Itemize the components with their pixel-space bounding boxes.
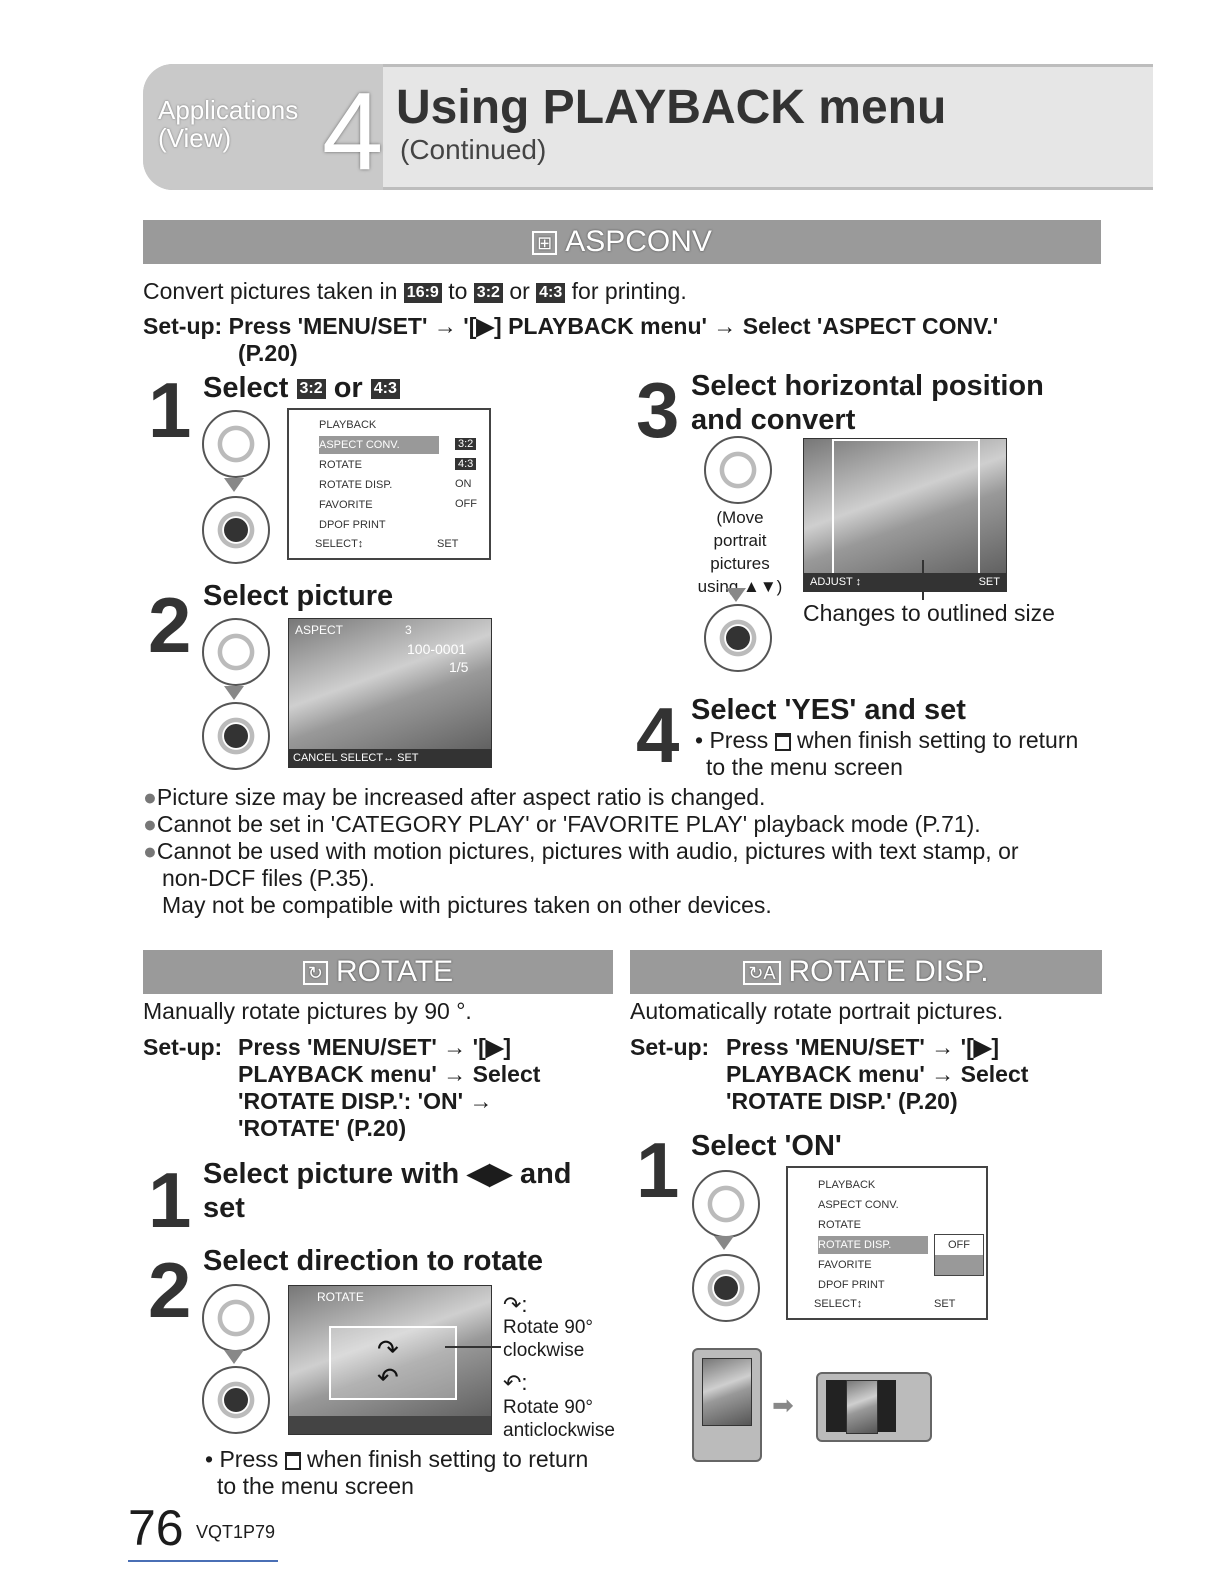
aspect-step1-number: 1 [148,366,192,454]
camera-screen [826,1380,896,1432]
rotate-note-line2: to the menu screen [217,1473,414,1499]
rotate-section-bar [143,950,613,994]
arrow-down-icon [714,1236,734,1250]
chapter-section-line2: (View) [158,123,232,153]
aspect-step1-or: or [333,372,363,404]
rotate-title: ROTATE [335,955,454,988]
aspect-intro-to: to [448,278,468,304]
aspect-intro-post: for printing. [571,278,687,304]
aspect-step4-note [695,727,1115,754]
note-text: Cannot be set in 'CATEGORY PLAY' or 'FAVORITE PLAY' playback mode (P.71). [156,811,981,837]
aspect-step4-number: 4 [636,691,680,779]
clockwise-label [503,1316,593,1362]
anticlockwise-label-line2: anticlockwise [503,1420,615,1441]
bullet-icon: ● [143,811,157,837]
caption-line2: pictures [710,554,770,573]
camera-landscape-icon [816,1372,932,1442]
aspect-step3-title-line2: and convert [691,404,856,436]
aspect-conv-section-bar [143,220,1101,264]
rotate-disp-setup-line3: 'ROTATE DISP.' (P.20) [726,1088,958,1114]
rotate-setup [238,1034,540,1142]
menu-item-favorite: FAVORITE [818,1259,872,1271]
ratio-3-2-icon: 3:2 [474,283,503,303]
aspect-setup-label: Set-up: [143,313,223,339]
caption-line3: using ▲▼) [697,577,783,596]
clockwise-symbol-icon: ↷: [503,1292,528,1317]
rotate-setup-label: Set-up: [143,1034,223,1060]
document-code: VQT1P79 [196,1522,276,1542]
menu-footer-select: SELECT↕ [814,1298,863,1310]
aspect-conv-title: ASPCONV [565,225,712,258]
rotate-setup-line3: 'ROTATE DISP.': 'ON' → [238,1088,493,1114]
chapter-section [158,96,298,152]
aspect-step4-note-line2: to the menu screen [706,754,903,780]
rotate-note [205,1446,625,1473]
aspect-picture-screen [288,618,492,768]
note-continuation: non-DCF files (P.35). [162,865,376,891]
menu-value-on: ON [455,478,472,490]
caption-line1: (Move portrait [713,508,767,550]
menu-value-off: OFF [948,1239,970,1251]
rotate-disp-icon: ↻A [743,961,780,985]
screen-file-number: 100-0001 [407,641,467,657]
cursor-button-up-down-icon [704,436,772,504]
note-press: • Press [695,727,769,753]
menu-set-button-icon [202,496,270,564]
rotate-screen [288,1285,492,1435]
callout-line [445,1346,501,1348]
rotate-disp-menu-screen [786,1166,988,1320]
menu-value-off: OFF [455,498,477,510]
aspect-step3-number: 3 [636,366,680,454]
note-text: Cannot be used with motion pictures, pictures with audio, pictures with text stamp, or [156,838,1019,864]
bullet-icon: ● [143,838,157,864]
menu-value-4-3: 4:3 [455,458,476,470]
rotate-disp-step1-number: 1 [636,1126,680,1214]
menu-set-button-icon [692,1254,760,1322]
page-subtitle: (Continued) [400,134,547,165]
menu-footer-set: SET [934,1298,956,1310]
menu-item-rotate: ROTATE [319,459,362,471]
note-item [143,838,1113,865]
ratio-4-3-icon: 4:3 [371,379,400,399]
menu-footer-set: SET [437,538,459,550]
rotated-picture [846,1380,878,1434]
trash-icon [775,733,791,751]
ratio-3-2-icon: 3:2 [297,379,326,399]
screen-top-mid: 3 [405,623,412,637]
anticlockwise-label-line1: Rotate 90° [503,1397,593,1418]
rotate-step1-number: 1 [148,1156,192,1244]
aspect-menu-screen [287,408,491,560]
screen-top-label: ASPECT [295,623,344,637]
arrow-down-icon [224,1350,244,1364]
rotate-disp-step1-title: Select 'ON' [691,1130,842,1162]
aspect-step1-title-pre: Select [203,372,289,404]
menu-footer-select: SELECT↕ [315,538,364,550]
rotate-disp-title: ROTATE DISP. [788,955,989,988]
menu-set-button-icon [202,702,270,770]
menu-header: PLAYBACK [319,419,377,431]
page-title: Using PLAYBACK menu [396,81,947,134]
ratio-16-9-icon: 16:9 [404,283,442,303]
rotate-disp-setup-label: Set-up: [630,1034,710,1060]
footer-rule [128,1560,278,1562]
aspect-step2-title: Select picture [203,580,394,612]
menu-header: PLAYBACK [818,1179,876,1191]
cursor-button-left-right-icon [202,618,270,686]
camera-portrait-icon [692,1348,762,1462]
rotate-disp-intro: Automatically rotate portrait pictures. [630,998,1004,1024]
callout-line [922,560,924,600]
menu-value-box [934,1234,984,1276]
screen-footer: CANCEL SELECT↔ SET [289,749,491,767]
menu-item-rotate: ROTATE [818,1219,861,1231]
aspect-step3-callout: Changes to outlined size [803,600,1055,626]
menu-value-on-highlight [935,1255,983,1275]
menu-item-dpof: DPOF PRINT [319,519,386,531]
aspect-step2-number: 2 [148,581,192,669]
rotate-disp-setup-line1: Press 'MENU/SET' → '[▶] [726,1034,1000,1060]
rotate-setup-line1: Press 'MENU/SET' → '[▶] [238,1034,512,1060]
clockwise-label-line2: clockwise [503,1340,585,1361]
aspect-step1-title [203,372,400,405]
clockwise-label-line1: Rotate 90° [503,1317,593,1338]
menu-set-button-icon [704,604,772,672]
outline-frame [832,439,980,577]
chapter-section-line1: Applications [158,95,299,125]
menu-item-favorite: FAVORITE [319,499,373,511]
screen-label: ROTATE [317,1290,364,1304]
rotate-step2-number: 2 [148,1246,192,1334]
arrow-right-icon: ➡ [772,1390,794,1420]
rotate-icon: ↻ [303,961,328,985]
arrow-down-icon [726,588,746,602]
menu-value-3-2: 3:2 [455,438,476,450]
menu-item-dpof: DPOF PRINT [818,1279,885,1291]
aspect-notes [143,784,1113,919]
aspect-intro-pre: Convert pictures taken in [143,278,398,304]
anticlockwise-label [503,1396,615,1442]
menu-set-button-icon [202,1366,270,1434]
rotate-disp-setup [726,1034,1028,1115]
rotate-step1-title-line1: Select picture with ◀▶ and [203,1158,572,1190]
rotate-setup-line2: PLAYBACK menu' → Select [238,1061,541,1087]
note-item [143,784,1113,811]
screen-count: 1/5 [449,659,469,675]
aspect-intro-or: or [509,278,530,304]
aspect-convert-screen [803,438,1007,592]
aspect-setup-text: Press 'MENU/SET' → '[▶] PLAYBACK menu' → Select 'ASPECT CONV.' [228,313,999,339]
cursor-button-up-down-icon [692,1170,760,1238]
aspect-step3-caption [690,506,790,598]
aspect-conv-icon: ⊞ [532,231,557,255]
arrow-down-icon [224,686,244,700]
rotate-intro: Manually rotate pictures by 90 °. [143,998,472,1024]
cursor-button-up-down-icon [202,410,270,478]
screen-footer [804,573,1006,591]
rotate-setup-line4: 'ROTATE' (P.20) [238,1115,407,1141]
rotate-anticlockwise-icon: ↶ [377,1362,399,1392]
aspect-setup [143,313,1113,340]
menu-item-rotate-disp: ROTATE DISP. [319,479,393,491]
aspect-step4-title: Select 'YES' and set [691,694,966,726]
ratio-4-3-icon: 4:3 [536,283,565,303]
rotate-clockwise-icon: ↷ [377,1334,399,1364]
aspect-step3-title-line1: Select horizontal position [691,370,1044,402]
bullet-icon: ● [143,784,157,810]
menu-item-rotate-disp: ROTATE DISP. [818,1236,928,1254]
cursor-button-up-down-icon [202,1284,270,1352]
screen-footer-set: SET [978,576,1000,588]
aspect-intro [143,278,1103,305]
chapter-number: 4 [322,70,384,193]
page-number: 76 [128,1500,184,1556]
rotate-disp-setup-line2: PLAYBACK menu' → Select [726,1061,1029,1087]
menu-item-aspect-conv: ASPECT CONV. [319,436,439,454]
arrow-down-icon [224,478,244,492]
note-text: Picture size may be increased after aspect ratio is changed. [156,784,766,810]
note-text: when finish setting to return [307,1446,589,1472]
trash-icon [285,1452,301,1470]
note-text: when finish setting to return [797,727,1079,753]
anticlockwise-symbol-icon: ↶: [503,1370,528,1395]
camera-screen [702,1358,752,1426]
rotate-disp-section-bar [630,950,1102,994]
note-continuation: May not be compatible with pictures taken on other devices. [162,892,772,918]
rotate-step1-title-line2: set [203,1192,245,1224]
screen-footer-adjust: ADJUST ↕ [810,576,862,588]
rotate-step2-title: Select direction to rotate [203,1245,544,1277]
aspect-setup-page: (P.20) [238,340,298,366]
menu-item-aspect-conv: ASPECT CONV. [818,1199,899,1211]
screen-footer [289,1416,491,1434]
note-press: • Press [205,1446,279,1472]
note-item [143,811,1113,838]
